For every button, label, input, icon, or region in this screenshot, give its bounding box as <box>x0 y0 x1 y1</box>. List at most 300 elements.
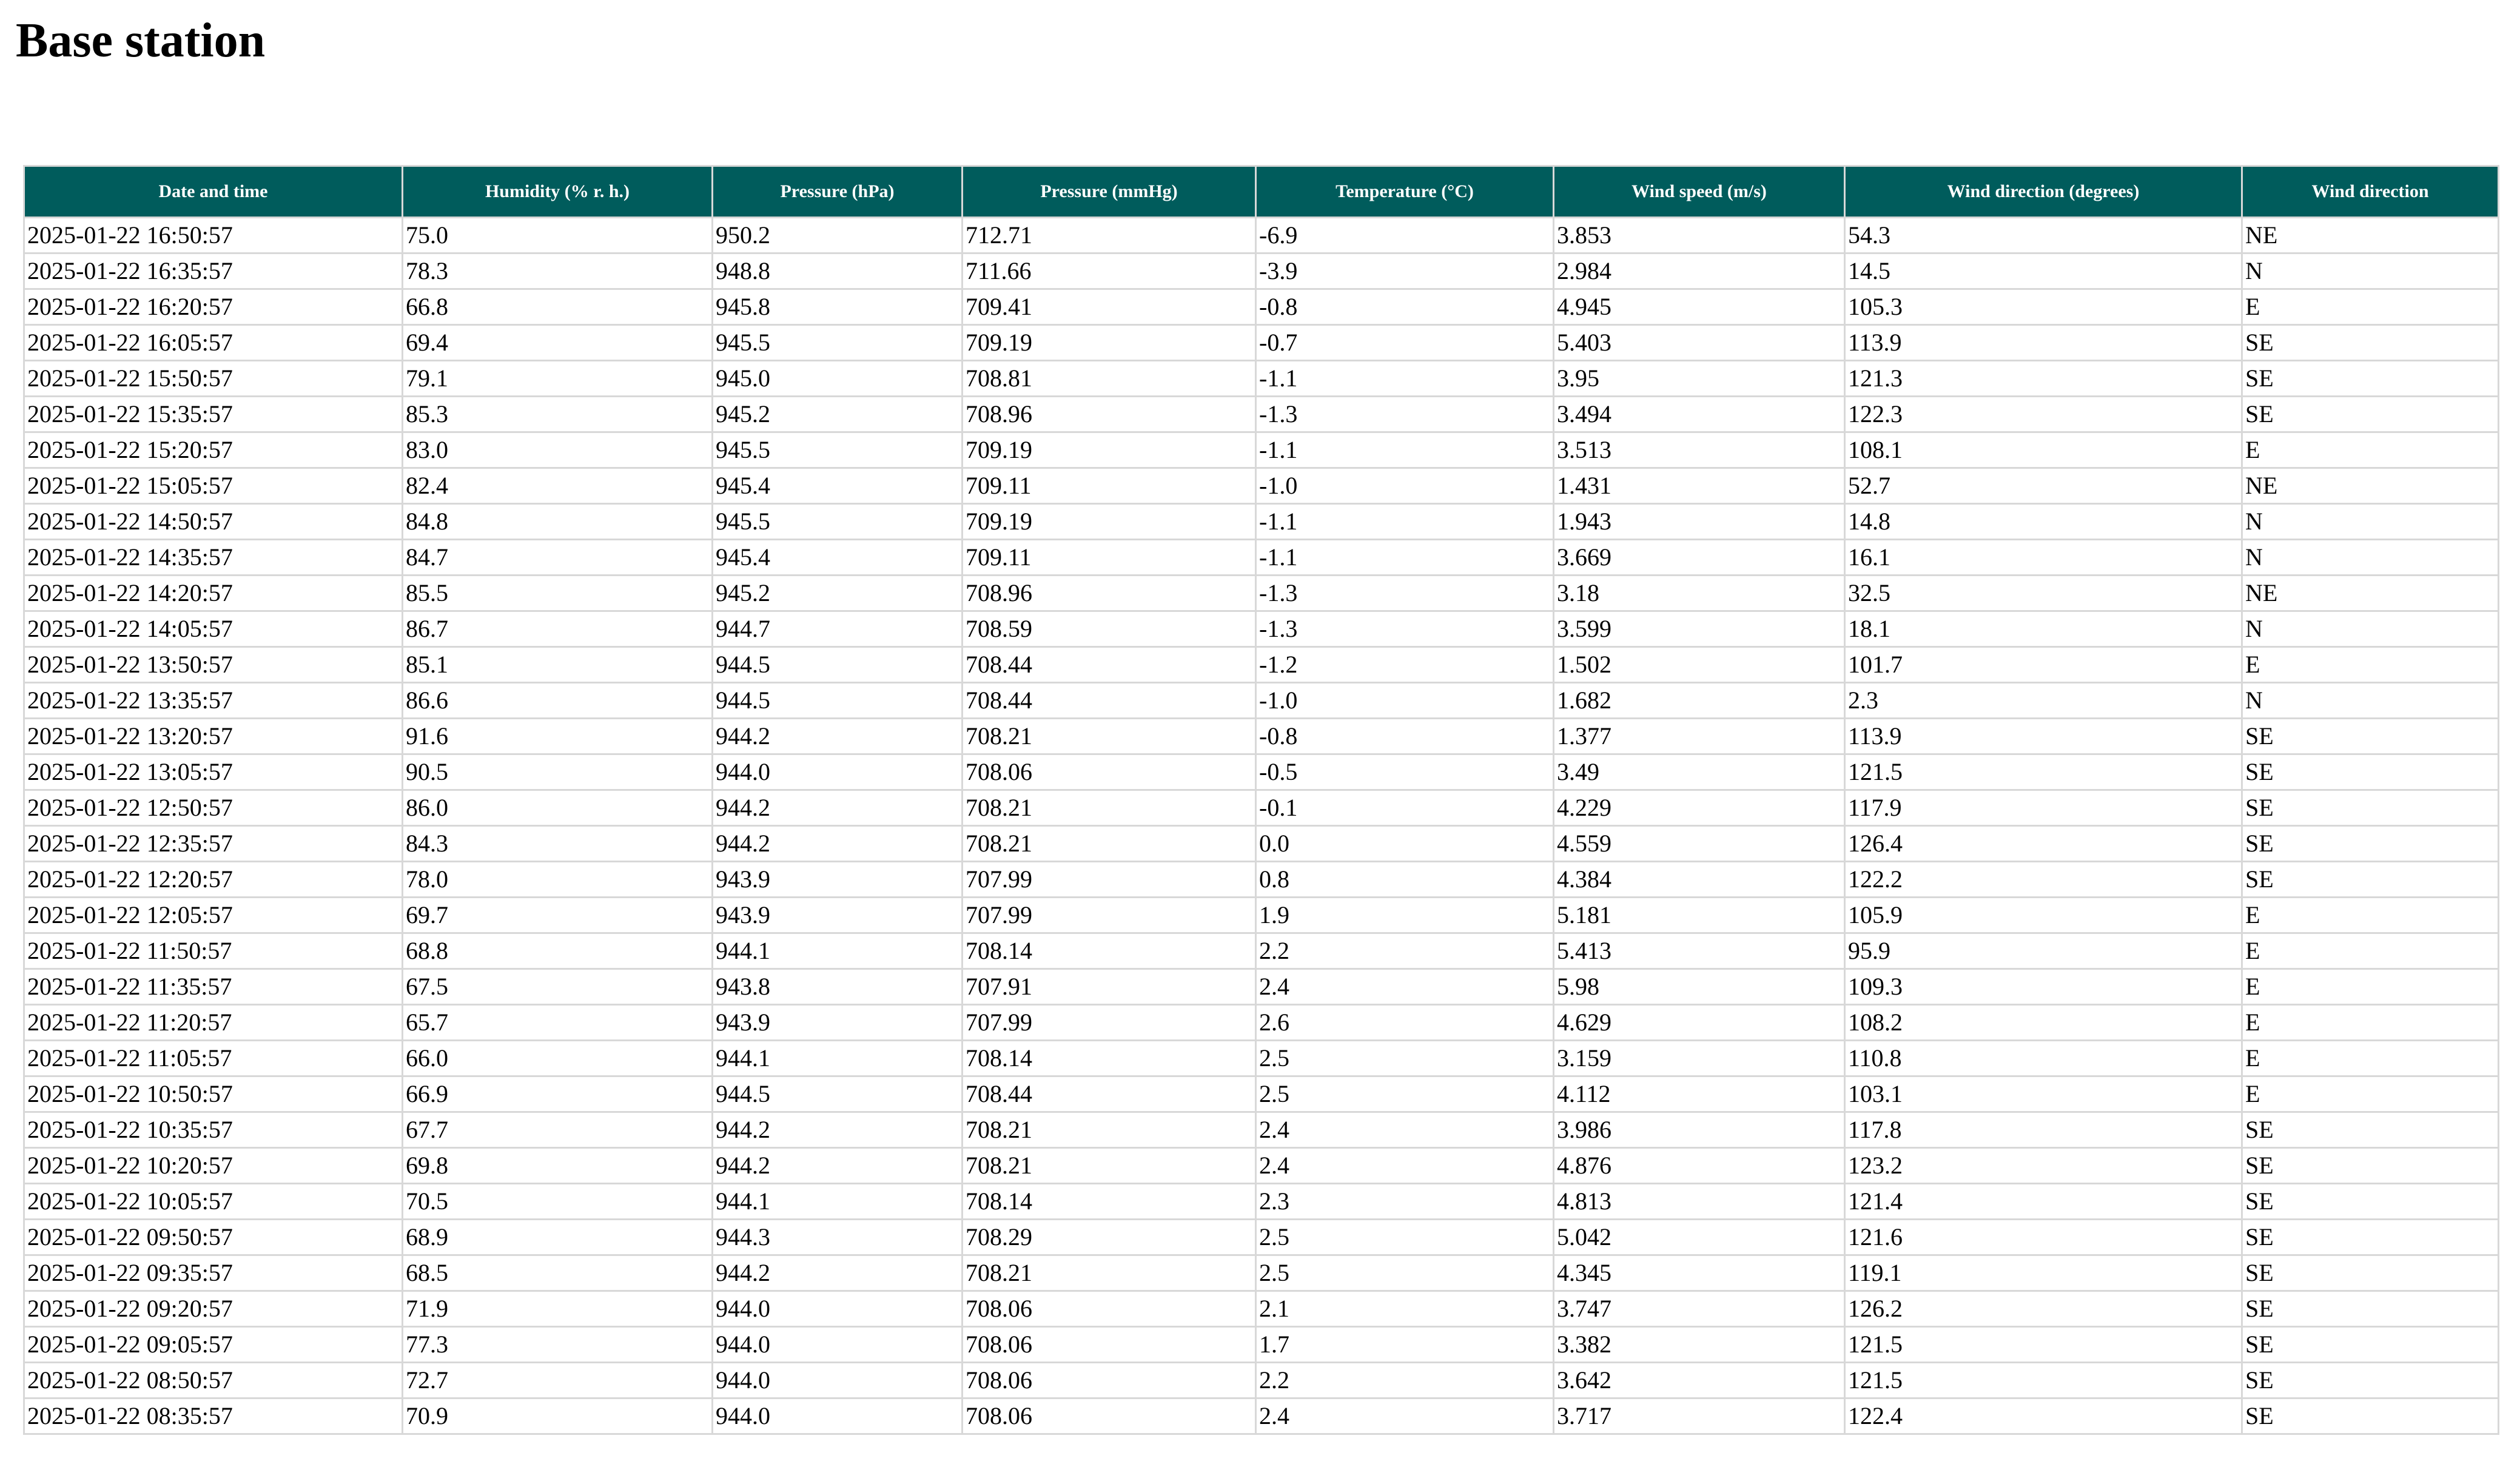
cell-wind-direction-degrees: 54.3 <box>1845 218 2242 254</box>
weather-table-container <box>23 165 2498 1435</box>
table-row <box>24 218 2499 254</box>
cell-date-time: 2025-01-22 09:05:57 <box>24 1327 403 1363</box>
table-row <box>24 254 2499 289</box>
cell-wind-speed: 5.042 <box>1554 1220 1845 1255</box>
cell-pressure-mmhg: 708.21 <box>963 790 1256 826</box>
cell-date-time: 2025-01-22 11:50:57 <box>24 933 403 969</box>
cell-humidity: 66.0 <box>403 1041 713 1076</box>
cell-wind-speed: 4.384 <box>1554 862 1845 898</box>
cell-pressure-hpa: 944.0 <box>713 1327 963 1363</box>
cell-wind-speed: 4.945 <box>1554 289 1845 325</box>
cell-humidity: 68.5 <box>403 1255 713 1291</box>
cell-humidity: 71.9 <box>403 1291 713 1327</box>
cell-pressure-hpa: 945.8 <box>713 289 963 325</box>
cell-wind-direction-degrees: 2.3 <box>1845 683 2242 719</box>
cell-wind-speed: 5.413 <box>1554 933 1845 969</box>
cell-temperature: -1.1 <box>1256 540 1554 576</box>
table-row <box>24 361 2499 397</box>
cell-date-time: 2025-01-22 15:05:57 <box>24 468 403 504</box>
cell-humidity: 72.7 <box>403 1363 713 1399</box>
table-row <box>24 540 2499 576</box>
cell-date-time: 2025-01-22 12:20:57 <box>24 862 403 898</box>
cell-wind-speed: 3.159 <box>1554 1041 1845 1076</box>
cell-wind-direction-degrees: 126.2 <box>1845 1291 2242 1327</box>
cell-humidity: 85.5 <box>403 576 713 611</box>
table-row <box>24 933 2499 969</box>
cell-wind-direction: E <box>2242 1076 2499 1112</box>
cell-date-time: 2025-01-22 16:20:57 <box>24 289 403 325</box>
cell-date-time: 2025-01-22 11:35:57 <box>24 969 403 1005</box>
cell-wind-direction: NE <box>2242 576 2499 611</box>
cell-wind-direction: SE <box>2242 1184 2499 1220</box>
cell-wind-speed: 3.494 <box>1554 397 1845 432</box>
table-body <box>24 218 2499 1434</box>
cell-pressure-mmhg: 709.19 <box>963 504 1256 540</box>
cell-wind-direction: SE <box>2242 719 2499 754</box>
cell-pressure-hpa: 945.4 <box>713 540 963 576</box>
cell-humidity: 86.0 <box>403 790 713 826</box>
table-row <box>24 576 2499 611</box>
table-row <box>24 432 2499 468</box>
cell-humidity: 78.3 <box>403 254 713 289</box>
table-row <box>24 898 2499 933</box>
cell-wind-speed: 4.229 <box>1554 790 1845 826</box>
table-row <box>24 826 2499 862</box>
cell-wind-direction: SE <box>2242 790 2499 826</box>
cell-humidity: 85.1 <box>403 647 713 683</box>
cell-wind-speed: 3.717 <box>1554 1399 1845 1434</box>
cell-wind-direction-degrees: 121.3 <box>1845 361 2242 397</box>
table-row <box>24 1184 2499 1220</box>
cell-temperature: -0.8 <box>1256 289 1554 325</box>
cell-wind-direction-degrees: 122.3 <box>1845 397 2242 432</box>
cell-temperature: 2.3 <box>1256 1184 1554 1220</box>
cell-date-time: 2025-01-22 12:35:57 <box>24 826 403 862</box>
cell-temperature: 2.2 <box>1256 1363 1554 1399</box>
cell-temperature: 2.4 <box>1256 1148 1554 1184</box>
cell-wind-direction-degrees: 121.6 <box>1845 1220 2242 1255</box>
cell-pressure-mmhg: 709.41 <box>963 289 1256 325</box>
cell-temperature: 2.4 <box>1256 1399 1554 1434</box>
cell-pressure-hpa: 944.0 <box>713 754 963 790</box>
table-row <box>24 1327 2499 1363</box>
cell-humidity: 82.4 <box>403 468 713 504</box>
cell-pressure-hpa: 944.2 <box>713 1148 963 1184</box>
cell-wind-direction: E <box>2242 969 2499 1005</box>
column-header-wind-direction-degrees: Wind direction (degrees) <box>1845 166 2242 218</box>
column-header-pressure-hpa: Pressure (hPa) <box>713 166 963 218</box>
cell-wind-direction-degrees: 113.9 <box>1845 719 2242 754</box>
cell-pressure-hpa: 944.0 <box>713 1363 963 1399</box>
cell-temperature: 2.5 <box>1256 1255 1554 1291</box>
table-row <box>24 862 2499 898</box>
cell-wind-direction: N <box>2242 540 2499 576</box>
cell-temperature: -1.1 <box>1256 361 1554 397</box>
cell-date-time: 2025-01-22 10:50:57 <box>24 1076 403 1112</box>
cell-wind-direction-degrees: 32.5 <box>1845 576 2242 611</box>
cell-date-time: 2025-01-22 16:50:57 <box>24 218 403 254</box>
cell-wind-direction-degrees: 122.4 <box>1845 1399 2242 1434</box>
cell-pressure-mmhg: 708.14 <box>963 933 1256 969</box>
cell-pressure-hpa: 944.7 <box>713 611 963 647</box>
cell-pressure-mmhg: 708.21 <box>963 826 1256 862</box>
table-row <box>24 1291 2499 1327</box>
cell-date-time: 2025-01-22 16:05:57 <box>24 325 403 361</box>
table-row <box>24 969 2499 1005</box>
table-row <box>24 1220 2499 1255</box>
cell-humidity: 68.9 <box>403 1220 713 1255</box>
cell-pressure-hpa: 944.0 <box>713 1399 963 1434</box>
cell-wind-direction-degrees: 105.3 <box>1845 289 2242 325</box>
cell-pressure-mmhg: 708.06 <box>963 1399 1256 1434</box>
cell-pressure-mmhg: 709.19 <box>963 325 1256 361</box>
cell-pressure-hpa: 944.0 <box>713 1291 963 1327</box>
cell-pressure-mmhg: 708.59 <box>963 611 1256 647</box>
cell-temperature: 0.8 <box>1256 862 1554 898</box>
cell-pressure-hpa: 943.9 <box>713 1005 963 1041</box>
cell-wind-speed: 4.629 <box>1554 1005 1845 1041</box>
cell-wind-direction-degrees: 108.1 <box>1845 432 2242 468</box>
cell-wind-speed: 3.747 <box>1554 1291 1845 1327</box>
cell-pressure-mmhg: 708.21 <box>963 1255 1256 1291</box>
cell-pressure-mmhg: 707.99 <box>963 898 1256 933</box>
cell-wind-speed: 4.559 <box>1554 826 1845 862</box>
cell-humidity: 90.5 <box>403 754 713 790</box>
cell-humidity: 68.8 <box>403 933 713 969</box>
cell-wind-direction: SE <box>2242 1327 2499 1363</box>
cell-humidity: 86.7 <box>403 611 713 647</box>
table-row <box>24 1148 2499 1184</box>
cell-temperature: 2.6 <box>1256 1005 1554 1041</box>
cell-temperature: 2.1 <box>1256 1291 1554 1327</box>
cell-wind-speed: 3.49 <box>1554 754 1845 790</box>
cell-temperature: 1.9 <box>1256 898 1554 933</box>
cell-pressure-hpa: 944.5 <box>713 647 963 683</box>
cell-wind-direction: E <box>2242 432 2499 468</box>
cell-wind-direction: SE <box>2242 862 2499 898</box>
table-row <box>24 790 2499 826</box>
cell-date-time: 2025-01-22 12:50:57 <box>24 790 403 826</box>
cell-date-time: 2025-01-22 15:20:57 <box>24 432 403 468</box>
cell-wind-speed: 4.345 <box>1554 1255 1845 1291</box>
cell-pressure-hpa: 944.3 <box>713 1220 963 1255</box>
cell-pressure-mmhg: 708.44 <box>963 1076 1256 1112</box>
table-row <box>24 647 2499 683</box>
cell-wind-direction-degrees: 14.8 <box>1845 504 2242 540</box>
cell-humidity: 69.8 <box>403 1148 713 1184</box>
cell-temperature: 0.0 <box>1256 826 1554 862</box>
table-row <box>24 719 2499 754</box>
cell-pressure-mmhg: 708.14 <box>963 1184 1256 1220</box>
cell-wind-direction: SE <box>2242 1291 2499 1327</box>
cell-pressure-mmhg: 708.44 <box>963 647 1256 683</box>
cell-pressure-mmhg: 708.96 <box>963 576 1256 611</box>
cell-pressure-mmhg: 707.99 <box>963 1005 1256 1041</box>
cell-pressure-hpa: 944.2 <box>713 1112 963 1148</box>
cell-date-time: 2025-01-22 14:20:57 <box>24 576 403 611</box>
cell-wind-direction: SE <box>2242 1112 2499 1148</box>
cell-date-time: 2025-01-22 14:35:57 <box>24 540 403 576</box>
cell-pressure-hpa: 944.2 <box>713 1255 963 1291</box>
cell-pressure-mmhg: 711.66 <box>963 254 1256 289</box>
cell-humidity: 70.5 <box>403 1184 713 1220</box>
cell-temperature: -1.3 <box>1256 576 1554 611</box>
cell-wind-direction-degrees: 95.9 <box>1845 933 2242 969</box>
cell-wind-speed: 1.502 <box>1554 647 1845 683</box>
cell-date-time: 2025-01-22 15:35:57 <box>24 397 403 432</box>
cell-date-time: 2025-01-22 13:05:57 <box>24 754 403 790</box>
cell-temperature: 2.4 <box>1256 1112 1554 1148</box>
cell-date-time: 2025-01-22 16:35:57 <box>24 254 403 289</box>
table-row <box>24 397 2499 432</box>
cell-wind-direction-degrees: 108.2 <box>1845 1005 2242 1041</box>
cell-pressure-hpa: 944.5 <box>713 1076 963 1112</box>
cell-wind-direction-degrees: 110.8 <box>1845 1041 2242 1076</box>
cell-humidity: 67.7 <box>403 1112 713 1148</box>
cell-date-time: 2025-01-22 10:05:57 <box>24 1184 403 1220</box>
table-row <box>24 1076 2499 1112</box>
cell-wind-speed: 1.682 <box>1554 683 1845 719</box>
table-row <box>24 1255 2499 1291</box>
cell-wind-speed: 1.431 <box>1554 468 1845 504</box>
column-header-humidity: Humidity (% r. h.) <box>403 166 713 218</box>
cell-wind-direction-degrees: 117.9 <box>1845 790 2242 826</box>
cell-wind-direction-degrees: 119.1 <box>1845 1255 2242 1291</box>
cell-pressure-hpa: 945.2 <box>713 397 963 432</box>
cell-pressure-hpa: 944.2 <box>713 719 963 754</box>
cell-wind-direction: SE <box>2242 325 2499 361</box>
cell-pressure-hpa: 945.5 <box>713 325 963 361</box>
cell-humidity: 84.8 <box>403 504 713 540</box>
cell-humidity: 79.1 <box>403 361 713 397</box>
table-row <box>24 468 2499 504</box>
cell-pressure-hpa: 943.9 <box>713 862 963 898</box>
cell-wind-direction-degrees: 121.5 <box>1845 754 2242 790</box>
cell-wind-speed: 3.642 <box>1554 1363 1845 1399</box>
cell-wind-direction-degrees: 101.7 <box>1845 647 2242 683</box>
cell-wind-speed: 4.112 <box>1554 1076 1845 1112</box>
cell-wind-speed: 3.669 <box>1554 540 1845 576</box>
table-header <box>24 166 2499 218</box>
table-row <box>24 611 2499 647</box>
cell-wind-speed: 3.95 <box>1554 361 1845 397</box>
cell-pressure-mmhg: 708.06 <box>963 1363 1256 1399</box>
cell-wind-direction: N <box>2242 504 2499 540</box>
cell-temperature: 2.5 <box>1256 1041 1554 1076</box>
cell-date-time: 2025-01-22 10:20:57 <box>24 1148 403 1184</box>
cell-temperature: -1.2 <box>1256 647 1554 683</box>
cell-pressure-mmhg: 708.21 <box>963 1148 1256 1184</box>
column-header-pressure-mmhg: Pressure (mmHg) <box>963 166 1256 218</box>
column-header-wind-speed: Wind speed (m/s) <box>1554 166 1845 218</box>
cell-temperature: -3.9 <box>1256 254 1554 289</box>
cell-wind-direction: SE <box>2242 1220 2499 1255</box>
cell-pressure-mmhg: 709.11 <box>963 540 1256 576</box>
cell-temperature: -0.5 <box>1256 754 1554 790</box>
cell-wind-direction-degrees: 123.2 <box>1845 1148 2242 1184</box>
cell-pressure-mmhg: 708.44 <box>963 683 1256 719</box>
cell-humidity: 75.0 <box>403 218 713 254</box>
table-row <box>24 1005 2499 1041</box>
cell-wind-direction: N <box>2242 611 2499 647</box>
cell-wind-speed: 3.18 <box>1554 576 1845 611</box>
cell-wind-speed: 4.876 <box>1554 1148 1845 1184</box>
cell-wind-direction-degrees: 103.1 <box>1845 1076 2242 1112</box>
cell-humidity: 66.8 <box>403 289 713 325</box>
cell-temperature: -1.3 <box>1256 611 1554 647</box>
cell-temperature: -6.9 <box>1256 218 1554 254</box>
cell-pressure-hpa: 950.2 <box>713 218 963 254</box>
cell-pressure-mmhg: 708.81 <box>963 361 1256 397</box>
cell-pressure-mmhg: 708.14 <box>963 1041 1256 1076</box>
cell-wind-direction: E <box>2242 898 2499 933</box>
table-row <box>24 1363 2499 1399</box>
cell-humidity: 83.0 <box>403 432 713 468</box>
cell-wind-speed: 2.984 <box>1554 254 1845 289</box>
cell-wind-speed: 3.599 <box>1554 611 1845 647</box>
cell-date-time: 2025-01-22 09:50:57 <box>24 1220 403 1255</box>
cell-pressure-hpa: 944.1 <box>713 1184 963 1220</box>
table-row <box>24 1112 2499 1148</box>
cell-temperature: -1.3 <box>1256 397 1554 432</box>
cell-wind-direction-degrees: 126.4 <box>1845 826 2242 862</box>
cell-temperature: -1.0 <box>1256 468 1554 504</box>
cell-wind-direction-degrees: 105.9 <box>1845 898 2242 933</box>
cell-wind-direction-degrees: 109.3 <box>1845 969 2242 1005</box>
table-row <box>24 289 2499 325</box>
cell-wind-speed: 3.382 <box>1554 1327 1845 1363</box>
cell-date-time: 2025-01-22 11:20:57 <box>24 1005 403 1041</box>
cell-wind-direction: SE <box>2242 1363 2499 1399</box>
cell-humidity: 84.3 <box>403 826 713 862</box>
cell-pressure-mmhg: 708.96 <box>963 397 1256 432</box>
cell-date-time: 2025-01-22 13:50:57 <box>24 647 403 683</box>
cell-wind-direction-degrees: 16.1 <box>1845 540 2242 576</box>
table-row <box>24 683 2499 719</box>
cell-wind-direction: NE <box>2242 468 2499 504</box>
cell-humidity: 78.0 <box>403 862 713 898</box>
cell-temperature: 2.5 <box>1256 1220 1554 1255</box>
cell-date-time: 2025-01-22 10:35:57 <box>24 1112 403 1148</box>
cell-pressure-mmhg: 708.06 <box>963 1291 1256 1327</box>
cell-wind-direction: SE <box>2242 397 2499 432</box>
cell-wind-direction: E <box>2242 1005 2499 1041</box>
cell-pressure-hpa: 943.8 <box>713 969 963 1005</box>
cell-wind-direction-degrees: 121.5 <box>1845 1327 2242 1363</box>
cell-wind-speed: 4.813 <box>1554 1184 1845 1220</box>
cell-wind-direction: NE <box>2242 218 2499 254</box>
cell-wind-direction-degrees: 14.5 <box>1845 254 2242 289</box>
cell-temperature: 2.2 <box>1256 933 1554 969</box>
cell-wind-direction: SE <box>2242 1255 2499 1291</box>
cell-wind-direction-degrees: 117.8 <box>1845 1112 2242 1148</box>
cell-pressure-mmhg: 708.21 <box>963 719 1256 754</box>
cell-date-time: 2025-01-22 09:35:57 <box>24 1255 403 1291</box>
header-row <box>24 166 2499 218</box>
cell-pressure-mmhg: 709.19 <box>963 432 1256 468</box>
cell-wind-direction-degrees: 122.2 <box>1845 862 2242 898</box>
cell-humidity: 69.4 <box>403 325 713 361</box>
cell-humidity: 69.7 <box>403 898 713 933</box>
cell-pressure-mmhg: 708.06 <box>963 1327 1256 1363</box>
cell-pressure-hpa: 945.2 <box>713 576 963 611</box>
cell-pressure-mmhg: 707.91 <box>963 969 1256 1005</box>
cell-pressure-hpa: 944.1 <box>713 1041 963 1076</box>
cell-pressure-hpa: 943.9 <box>713 898 963 933</box>
cell-wind-direction: SE <box>2242 361 2499 397</box>
cell-temperature: -1.0 <box>1256 683 1554 719</box>
cell-date-time: 2025-01-22 14:05:57 <box>24 611 403 647</box>
cell-wind-speed: 5.403 <box>1554 325 1845 361</box>
cell-temperature: 2.4 <box>1256 969 1554 1005</box>
cell-pressure-hpa: 944.2 <box>713 826 963 862</box>
cell-date-time: 2025-01-22 08:50:57 <box>24 1363 403 1399</box>
cell-pressure-mmhg: 708.06 <box>963 754 1256 790</box>
cell-pressure-hpa: 944.1 <box>713 933 963 969</box>
cell-wind-direction: N <box>2242 683 2499 719</box>
cell-humidity: 91.6 <box>403 719 713 754</box>
cell-wind-direction: N <box>2242 254 2499 289</box>
cell-wind-speed: 5.98 <box>1554 969 1845 1005</box>
cell-pressure-mmhg: 709.11 <box>963 468 1256 504</box>
cell-temperature: -0.1 <box>1256 790 1554 826</box>
cell-humidity: 65.7 <box>403 1005 713 1041</box>
cell-humidity: 77.3 <box>403 1327 713 1363</box>
cell-wind-direction: SE <box>2242 826 2499 862</box>
cell-pressure-mmhg: 707.99 <box>963 862 1256 898</box>
cell-pressure-mmhg: 712.71 <box>963 218 1256 254</box>
cell-wind-direction: SE <box>2242 754 2499 790</box>
cell-temperature: -1.1 <box>1256 504 1554 540</box>
cell-pressure-mmhg: 708.21 <box>963 1112 1256 1148</box>
cell-date-time: 2025-01-22 13:35:57 <box>24 683 403 719</box>
cell-wind-speed: 3.513 <box>1554 432 1845 468</box>
cell-temperature: 2.5 <box>1256 1076 1554 1112</box>
column-header-wind-direction: Wind direction <box>2242 166 2499 218</box>
cell-humidity: 85.3 <box>403 397 713 432</box>
cell-wind-direction: E <box>2242 289 2499 325</box>
cell-date-time: 2025-01-22 14:50:57 <box>24 504 403 540</box>
table-row <box>24 1399 2499 1434</box>
cell-temperature: -0.8 <box>1256 719 1554 754</box>
cell-pressure-mmhg: 708.29 <box>963 1220 1256 1255</box>
cell-wind-direction: E <box>2242 1041 2499 1076</box>
cell-wind-speed: 3.853 <box>1554 218 1845 254</box>
cell-date-time: 2025-01-22 11:05:57 <box>24 1041 403 1076</box>
cell-humidity: 66.9 <box>403 1076 713 1112</box>
column-header-temperature: Temperature (°C) <box>1256 166 1554 218</box>
cell-wind-direction-degrees: 121.4 <box>1845 1184 2242 1220</box>
column-header-date-time: Date and time <box>24 166 403 218</box>
cell-humidity: 86.6 <box>403 683 713 719</box>
cell-pressure-hpa: 944.5 <box>713 683 963 719</box>
table-row <box>24 325 2499 361</box>
cell-pressure-hpa: 945.0 <box>713 361 963 397</box>
cell-wind-direction-degrees: 121.5 <box>1845 1363 2242 1399</box>
cell-temperature: -0.7 <box>1256 325 1554 361</box>
cell-wind-speed: 3.986 <box>1554 1112 1845 1148</box>
cell-humidity: 84.7 <box>403 540 713 576</box>
page-title: Base station <box>16 14 266 67</box>
cell-wind-direction: E <box>2242 933 2499 969</box>
cell-date-time: 2025-01-22 13:20:57 <box>24 719 403 754</box>
cell-pressure-hpa: 945.4 <box>713 468 963 504</box>
cell-pressure-hpa: 944.2 <box>713 790 963 826</box>
cell-wind-speed: 1.943 <box>1554 504 1845 540</box>
cell-wind-direction: SE <box>2242 1148 2499 1184</box>
cell-wind-direction-degrees: 18.1 <box>1845 611 2242 647</box>
cell-pressure-hpa: 948.8 <box>713 254 963 289</box>
